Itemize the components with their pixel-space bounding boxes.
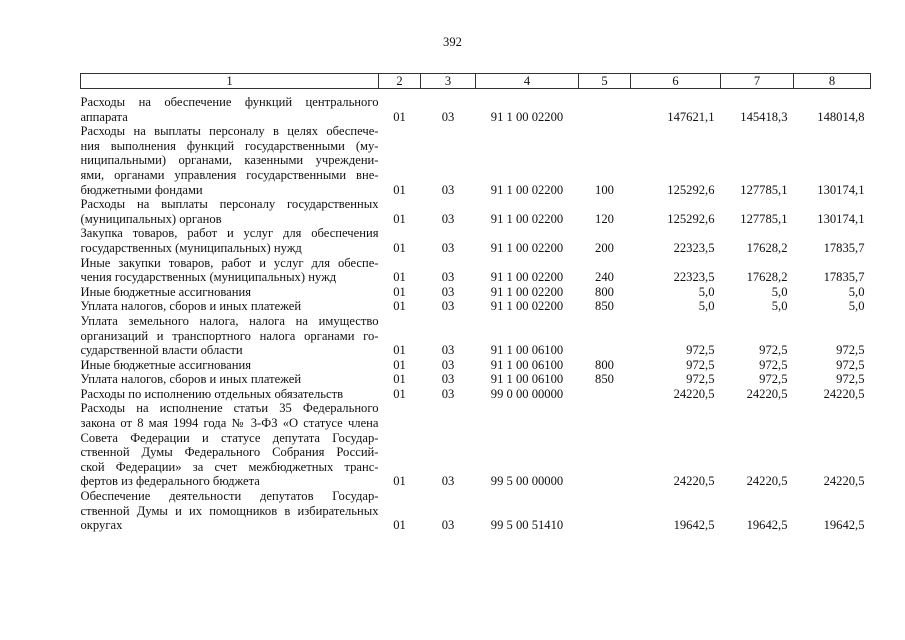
- amount-year-2: 24220,5: [746, 474, 788, 489]
- description-line: Расходы на выплаты персоналу в целях обеспече-: [80, 124, 379, 139]
- row-description: [81, 226, 379, 255]
- table-row: [81, 401, 871, 489]
- section-code: 01: [393, 270, 406, 285]
- amount-year-2: 5,0: [771, 299, 788, 314]
- expense-type-code: 800: [595, 284, 614, 299]
- subsection-code: 03: [441, 299, 455, 314]
- description-line: Уплата земельного налога, налога на имущество: [80, 313, 379, 328]
- amount-year-1: 125292,6: [667, 182, 715, 197]
- section-code: 01: [393, 357, 406, 372]
- target-article-code: 91 1 00 06100: [490, 357, 564, 372]
- amount-year-3: 24220,5: [823, 386, 865, 401]
- amount-year-1: 125292,6: [667, 211, 715, 226]
- amount-year-2: 19642,5: [746, 518, 788, 533]
- description-line: (муниципальных) органов: [80, 211, 222, 226]
- expense-type-code: [579, 401, 631, 489]
- table-row: [81, 489, 871, 533]
- subsection-code: 03: [441, 372, 455, 387]
- expense-type-code: 240: [595, 270, 614, 285]
- description-line: закона от 8 мая 1994 года № 3-ФЗ «О статусе члена: [80, 416, 379, 431]
- description-line: ями, органами управления государственными вне-: [80, 167, 379, 182]
- target-article-code: 99 5 00 51410: [490, 518, 564, 533]
- subsection-code: 03: [441, 518, 455, 533]
- expense-type-code: [579, 387, 631, 402]
- description-line: Закупка товаров, работ и услуг для обеспечения: [80, 226, 379, 241]
- amount-year-3: 5,0: [848, 299, 865, 314]
- row-description: [81, 89, 379, 125]
- target-article-code: 91 1 00 06100: [490, 343, 564, 358]
- amount-year-2: 17628,2: [746, 240, 788, 255]
- target-article-code: 91 1 00 02200: [490, 211, 564, 226]
- col-header-1: 1: [81, 74, 379, 89]
- amount-year-3: 972,5: [836, 357, 865, 372]
- budget-table: [80, 73, 871, 533]
- table-row: [81, 89, 871, 125]
- description-line: Уплата налогов, сборов и иных платежей: [80, 372, 302, 387]
- amount-year-2: 972,5: [759, 372, 788, 387]
- target-article-code: 91 1 00 02200: [490, 240, 564, 255]
- expense-type-code: [579, 314, 631, 358]
- row-description: [81, 489, 379, 533]
- amount-year-1: 22323,5: [673, 270, 715, 285]
- amount-year-2: 972,5: [759, 357, 788, 372]
- amount-year-1: 22323,5: [673, 240, 715, 255]
- expense-type-code: 100: [595, 182, 614, 197]
- description-line: фертов из федерального бюджета: [80, 474, 260, 489]
- expense-type-code: [579, 489, 631, 533]
- amount-year-3: 19642,5: [823, 518, 865, 533]
- row-description: [81, 314, 379, 358]
- row-description: [81, 401, 379, 489]
- col-header-5: 5: [579, 74, 631, 89]
- table-body: [81, 89, 871, 533]
- section-code: 01: [393, 372, 406, 387]
- subsection-code: 03: [441, 109, 455, 124]
- amount-year-3: 130174,1: [817, 182, 865, 197]
- target-article-code: 91 1 00 02200: [490, 299, 564, 314]
- table-row: [81, 197, 871, 226]
- row-description: [81, 256, 379, 285]
- description-line: ственной Думы и их помощников в избирательных: [80, 503, 379, 518]
- amount-year-2: 17628,2: [746, 270, 788, 285]
- amount-year-3: 5,0: [848, 284, 865, 299]
- description-line: Расходы на исполнение статьи 35 Федерального: [80, 401, 379, 416]
- subsection-code: 03: [441, 284, 455, 299]
- description-line: Расходы на обеспечение функций центрального: [80, 95, 379, 109]
- amount-year-2: 5,0: [771, 284, 788, 299]
- target-article-code: 91 1 00 02200: [490, 284, 564, 299]
- amount-year-3: 972,5: [836, 372, 865, 387]
- subsection-code: 03: [441, 240, 455, 255]
- col-header-7: 7: [721, 74, 794, 89]
- col-header-6: 6: [631, 74, 721, 89]
- description-line: организаций и транспортного налога органами го-: [80, 328, 379, 343]
- subsection-code: 03: [441, 343, 455, 358]
- amount-year-1: 5,0: [698, 284, 715, 299]
- section-code: 01: [393, 182, 406, 197]
- col-header-8: 8: [794, 74, 871, 89]
- table-row: [81, 299, 871, 314]
- amount-year-1: 19642,5: [673, 518, 715, 533]
- amount-year-2: 127785,1: [740, 211, 788, 226]
- row-description: [81, 124, 379, 197]
- amount-year-1: 147621,1: [667, 109, 715, 124]
- row-description: [81, 285, 379, 300]
- row-description: [81, 358, 379, 373]
- row-description: [81, 387, 379, 402]
- amount-year-3: 972,5: [836, 343, 865, 358]
- description-line: Иные закупки товаров, работ и услуг для обеспе-: [80, 255, 379, 270]
- subsection-code: 03: [441, 211, 455, 226]
- description-line: Иные бюджетные ассигнования: [80, 284, 252, 299]
- description-line: бюджетными фондами: [80, 182, 203, 197]
- amount-year-1: 972,5: [686, 372, 715, 387]
- amount-year-1: 24220,5: [673, 386, 715, 401]
- section-code: 01: [393, 386, 406, 401]
- description-line: чения государственных (муниципальных) нужд: [80, 270, 337, 285]
- target-article-code: 91 1 00 02200: [490, 270, 564, 285]
- section-code: 01: [393, 518, 406, 533]
- section-code: 01: [393, 211, 406, 226]
- table-row: [81, 372, 871, 387]
- description-line: ской Федерации» за счет межбюджетных транс-: [80, 459, 379, 474]
- amount-year-3: 17835,7: [823, 270, 865, 285]
- amount-year-2: 127785,1: [740, 182, 788, 197]
- description-line: Расходы по исполнению отдельных обязательств: [80, 386, 344, 401]
- description-line: Совета Федерации и статусе депутата Государ-: [80, 430, 379, 445]
- expense-type-code: 850: [595, 372, 614, 387]
- description-line: государственных (муниципальных) нужд: [80, 240, 302, 255]
- subsection-code: 03: [441, 474, 455, 489]
- amount-year-3: 130174,1: [817, 211, 865, 226]
- description-line: Обеспечение деятельности депутатов Государ-: [80, 489, 379, 504]
- expense-type-code: 850: [595, 299, 614, 314]
- col-header-4: 4: [476, 74, 579, 89]
- row-description: [81, 372, 379, 387]
- page-number: 392: [443, 35, 462, 49]
- table-row: [81, 256, 871, 285]
- description-line: округах: [80, 518, 123, 533]
- target-article-code: 91 1 00 06100: [490, 372, 564, 387]
- subsection-code: 03: [441, 386, 455, 401]
- table-row: [81, 124, 871, 197]
- target-article-code: 99 0 00 00000: [490, 386, 564, 401]
- target-article-code: 91 1 00 02200: [490, 182, 564, 197]
- row-description: [81, 299, 379, 314]
- target-article-code: 91 1 00 02200: [490, 109, 564, 124]
- subsection-code: 03: [441, 357, 455, 372]
- expense-type-code: 800: [595, 357, 614, 372]
- amount-year-2: 145418,3: [740, 109, 788, 124]
- description-line: Уплата налогов, сборов и иных платежей: [80, 299, 302, 314]
- table-row: [81, 387, 871, 402]
- col-header-2: 2: [379, 74, 421, 89]
- description-line: аппарата: [80, 109, 128, 124]
- description-line: Иные бюджетные ассигнования: [80, 357, 252, 372]
- amount-year-2: 24220,5: [746, 386, 788, 401]
- section-code: 01: [393, 299, 406, 314]
- amount-year-3: 24220,5: [823, 474, 865, 489]
- table-row: [81, 314, 871, 358]
- expense-type-code: [579, 89, 631, 125]
- expense-type-code: 120: [595, 211, 614, 226]
- header-row: [81, 74, 871, 89]
- amount-year-1: 24220,5: [673, 474, 715, 489]
- col-header-3: 3: [421, 74, 476, 89]
- description-line: ственной Думы Федерального Собрания Россий-: [80, 445, 379, 460]
- table-row: [81, 358, 871, 373]
- amount-year-2: 972,5: [759, 343, 788, 358]
- amount-year-1: 972,5: [686, 343, 715, 358]
- section-code: 01: [393, 284, 406, 299]
- row-description: [81, 197, 379, 226]
- section-code: 01: [393, 240, 406, 255]
- description-line: Расходы на выплаты персоналу государственных: [80, 197, 379, 212]
- target-article-code: 99 5 00 00000: [490, 474, 564, 489]
- description-line: ниципальными) органами, казенными учреждени-: [80, 153, 379, 168]
- table-row: [81, 285, 871, 300]
- amount-year-3: 148014,8: [817, 109, 865, 124]
- section-code: 01: [393, 109, 406, 124]
- description-line: ния выполнения функций государственными (му-: [80, 138, 379, 153]
- section-code: 01: [393, 474, 406, 489]
- amount-year-1: 5,0: [698, 299, 715, 314]
- amount-year-3: 17835,7: [823, 240, 865, 255]
- subsection-code: 03: [441, 182, 455, 197]
- amount-year-1: 972,5: [686, 357, 715, 372]
- subsection-code: 03: [441, 270, 455, 285]
- expense-type-code: 200: [595, 240, 614, 255]
- section-code: 01: [393, 343, 406, 358]
- table-row: [81, 226, 871, 255]
- description-line: сударственной власти области: [80, 343, 243, 358]
